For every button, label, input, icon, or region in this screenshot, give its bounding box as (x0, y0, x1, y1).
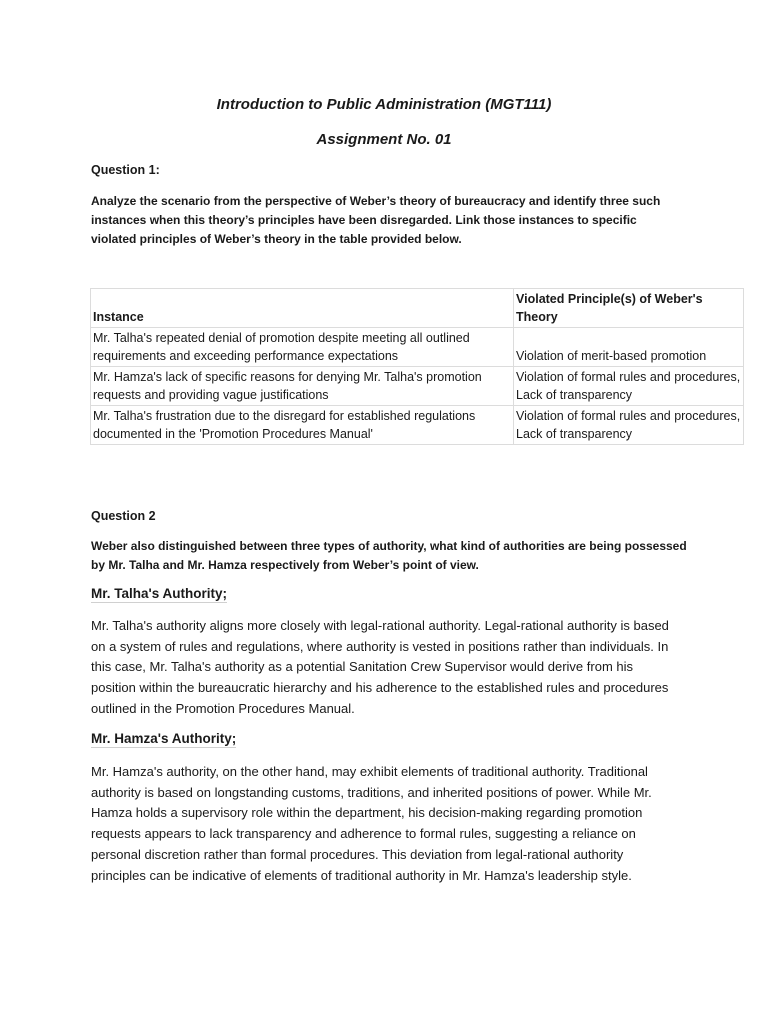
talha-authority-paragraph: Mr. Talha's authority aligns more closely with legal-rational authority. Legal-rational authority is based on a system of rules and regulations, where authority is vested in positions rather than individuals. In this case, Mr. Talha's authority as a potential Sanitation Crew Supervisor would derive from his position within the bureaucratic hierarchy and his adherence to the established rules and procedures outlined in the Promotion Procedures Manual. (91, 618, 669, 716)
table-row (91, 406, 744, 445)
instance-cell: Mr. Talha's repeated denial of promotion despite meeting all outlined requirements and exceeding performance expectations (91, 328, 514, 367)
principle-cell: Violation of formal rules and procedures, Lack of transparency (514, 367, 744, 406)
hamza-authority-paragraph: Mr. Hamza's authority, on the other hand, may exhibit elements of traditional authority. Traditional authority is based on longstanding customs, traditions, and inherited positions of power. While Mr. Hamza holds a supervisory role within the department, his decision-making regarding promotion requests appears to lack transparency and adherence to formal rules, suggesting a reliance on personal discretion rather than formal procedures. This deviation from legal-rational authority principles can be indicative of elements of traditional authority in Mr. Hamza's leadership style. (91, 764, 652, 883)
table-header-row (91, 289, 744, 328)
question-1-heading: Question 1: (91, 163, 160, 177)
document-title: Introduction to Public Administration (MGT111) (216, 96, 552, 113)
instance-cell: Mr. Hamza's lack of specific reasons for denying Mr. Talha's promotion requests and providing vague justifications (91, 367, 514, 406)
header-violated-principle: Violated Principle(s) of Weber's Theory (514, 289, 744, 328)
header-instance: Instance (91, 289, 514, 328)
question-2-heading: Question 2 (91, 509, 156, 523)
assignment-subtitle: Assignment No. 01 (316, 131, 452, 148)
instance-cell: Mr. Talha's frustration due to the disregard for established regulations documented in the 'Promotion Procedures Manual' (91, 406, 514, 445)
table-row (91, 328, 744, 367)
principle-cell: Violation of formal rules and procedures, Lack of transparency (514, 406, 744, 445)
question-1-text: Analyze the scenario from the perspective of Weber’s theory of bureaucracy and identify three such instances when this theory’s principles have been disregarded. Link those instances to specific violated principles of Weber’s theory in the table provided below. (91, 194, 661, 246)
hamza-authority-heading: Mr. Hamza's Authority; (91, 731, 237, 746)
question-2-text: Weber also distinguished between three types of authority, what kind of authorities are being possessed by Mr. Talha and Mr. Hamza respectively from Weber’s point of view. (91, 539, 687, 572)
talha-authority-heading: Mr. Talha's Authority; (91, 586, 227, 601)
principle-cell: Violation of merit-based promotion (514, 328, 744, 367)
violations-table (90, 288, 744, 445)
table-row (91, 367, 744, 406)
